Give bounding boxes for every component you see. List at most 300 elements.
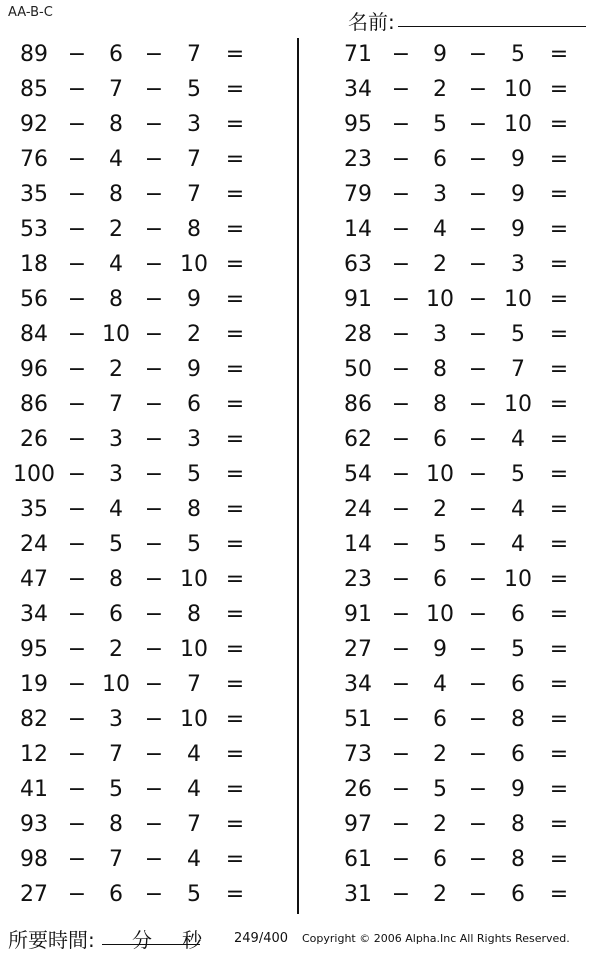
first-number: 27 xyxy=(20,882,48,907)
first-number: 91 xyxy=(344,287,372,312)
equals-sign: = xyxy=(225,182,245,207)
second-number: 2 xyxy=(433,252,447,277)
second-number: 5 xyxy=(433,777,447,802)
second-number: 8 xyxy=(109,112,123,137)
third-number: 5 xyxy=(187,462,201,487)
minus-sign: − xyxy=(391,357,411,382)
equals-sign: = xyxy=(549,637,569,662)
first-number: 19 xyxy=(20,672,48,697)
first-number: 14 xyxy=(344,532,372,557)
minus-sign: − xyxy=(468,602,488,627)
minus-sign: − xyxy=(144,392,164,417)
second-number: 10 xyxy=(102,672,130,697)
problem-row xyxy=(332,143,592,178)
second-number: 3 xyxy=(109,462,123,487)
minus-sign: − xyxy=(67,812,87,837)
second-number: 2 xyxy=(433,882,447,907)
second-number: 5 xyxy=(109,532,123,557)
problem-row xyxy=(332,738,592,773)
third-number: 3 xyxy=(511,252,525,277)
minus-sign: − xyxy=(144,672,164,697)
first-number: 91 xyxy=(344,602,372,627)
first-number: 26 xyxy=(20,427,48,452)
first-number: 73 xyxy=(344,742,372,767)
first-number: 96 xyxy=(20,357,48,382)
problem-row xyxy=(8,143,268,178)
minus-sign: − xyxy=(391,252,411,277)
third-number: 3 xyxy=(187,427,201,452)
first-number: 47 xyxy=(20,567,48,592)
third-number: 6 xyxy=(511,742,525,767)
name-blank-line xyxy=(398,26,586,27)
minus-sign: − xyxy=(468,392,488,417)
minus-sign: − xyxy=(468,707,488,732)
third-number: 4 xyxy=(187,742,201,767)
equals-sign: = xyxy=(549,777,569,802)
problem-row xyxy=(8,598,268,633)
minus-sign: − xyxy=(391,602,411,627)
minus-sign: − xyxy=(67,252,87,277)
first-number: 28 xyxy=(344,322,372,347)
second-number: 6 xyxy=(109,42,123,67)
minus-sign: − xyxy=(144,847,164,872)
page-number: 249/400 xyxy=(234,931,289,946)
equals-sign: = xyxy=(549,252,569,277)
minus-sign: − xyxy=(67,112,87,137)
second-number: 10 xyxy=(426,602,454,627)
first-number: 95 xyxy=(344,112,372,137)
minus-sign: − xyxy=(67,287,87,312)
second-number: 7 xyxy=(109,847,123,872)
equals-sign: = xyxy=(225,287,245,312)
first-number: 84 xyxy=(20,322,48,347)
minus-sign: − xyxy=(468,532,488,557)
third-number: 3 xyxy=(187,112,201,137)
first-number: 95 xyxy=(20,637,48,662)
minus-sign: − xyxy=(67,42,87,67)
minus-sign: − xyxy=(391,812,411,837)
third-number: 10 xyxy=(504,392,532,417)
equals-sign: = xyxy=(225,532,245,557)
equals-sign: = xyxy=(549,217,569,242)
problem-row xyxy=(8,563,268,598)
second-number: 8 xyxy=(109,287,123,312)
minus-sign: − xyxy=(67,637,87,662)
first-number: 35 xyxy=(20,497,48,522)
minus-sign: − xyxy=(144,742,164,767)
minus-sign: − xyxy=(391,637,411,662)
problem-row xyxy=(332,283,592,318)
problem-row xyxy=(8,878,268,913)
second-number: 3 xyxy=(433,182,447,207)
problem-row xyxy=(8,808,268,843)
equals-sign: = xyxy=(225,427,245,452)
first-number: 89 xyxy=(20,42,48,67)
first-number: 92 xyxy=(20,112,48,137)
minus-sign: − xyxy=(67,427,87,452)
first-number: 100 xyxy=(13,462,55,487)
first-number: 63 xyxy=(344,252,372,277)
minus-sign: − xyxy=(391,532,411,557)
minus-sign: − xyxy=(468,427,488,452)
third-number: 10 xyxy=(180,567,208,592)
minus-sign: − xyxy=(67,462,87,487)
minus-sign: − xyxy=(468,777,488,802)
left-problem-column xyxy=(8,38,268,913)
minus-sign: − xyxy=(391,392,411,417)
equals-sign: = xyxy=(225,707,245,732)
minus-sign: − xyxy=(391,427,411,452)
first-number: 98 xyxy=(20,847,48,872)
equals-sign: = xyxy=(225,742,245,767)
problem-row xyxy=(332,38,592,73)
third-number: 10 xyxy=(504,77,532,102)
second-number: 5 xyxy=(433,112,447,137)
minus-sign: − xyxy=(468,812,488,837)
first-number: 23 xyxy=(344,567,372,592)
problem-row xyxy=(8,843,268,878)
second-number: 6 xyxy=(433,147,447,172)
equals-sign: = xyxy=(225,637,245,662)
equals-sign: = xyxy=(549,707,569,732)
problem-row xyxy=(8,283,268,318)
third-number: 7 xyxy=(511,357,525,382)
third-number: 4 xyxy=(511,532,525,557)
minus-sign: − xyxy=(468,847,488,872)
second-number: 2 xyxy=(433,497,447,522)
equals-sign: = xyxy=(225,812,245,837)
problem-row xyxy=(332,528,592,563)
equals-sign: = xyxy=(549,742,569,767)
seconds-label: 秒 xyxy=(182,928,202,952)
second-number: 3 xyxy=(109,707,123,732)
first-number: 61 xyxy=(344,847,372,872)
third-number: 10 xyxy=(504,287,532,312)
minus-sign: − xyxy=(67,392,87,417)
second-number: 4 xyxy=(109,252,123,277)
problem-row xyxy=(332,633,592,668)
first-number: 51 xyxy=(344,707,372,732)
minutes-label: 分 xyxy=(132,928,152,952)
second-number: 2 xyxy=(433,812,447,837)
third-number: 10 xyxy=(504,567,532,592)
minus-sign: − xyxy=(67,742,87,767)
minus-sign: − xyxy=(391,182,411,207)
third-number: 5 xyxy=(511,462,525,487)
first-number: 24 xyxy=(344,497,372,522)
second-number: 5 xyxy=(109,777,123,802)
problem-row xyxy=(8,703,268,738)
equals-sign: = xyxy=(549,112,569,137)
third-number: 10 xyxy=(180,252,208,277)
equals-sign: = xyxy=(225,462,245,487)
first-number: 50 xyxy=(344,357,372,382)
minus-sign: − xyxy=(144,182,164,207)
third-number: 7 xyxy=(187,42,201,67)
second-number: 6 xyxy=(433,707,447,732)
minus-sign: − xyxy=(391,217,411,242)
problem-row xyxy=(332,458,592,493)
first-number: 35 xyxy=(20,182,48,207)
minus-sign: − xyxy=(468,742,488,767)
minus-sign: − xyxy=(144,357,164,382)
second-number: 2 xyxy=(109,357,123,382)
equals-sign: = xyxy=(225,322,245,347)
problem-row xyxy=(8,738,268,773)
third-number: 5 xyxy=(187,77,201,102)
minus-sign: − xyxy=(391,112,411,137)
first-number: 71 xyxy=(344,42,372,67)
first-number: 79 xyxy=(344,182,372,207)
problem-row xyxy=(8,633,268,668)
second-number: 3 xyxy=(109,427,123,452)
equals-sign: = xyxy=(225,392,245,417)
problem-row xyxy=(332,213,592,248)
minus-sign: − xyxy=(67,77,87,102)
equals-sign: = xyxy=(225,602,245,627)
second-number: 3 xyxy=(433,322,447,347)
second-number: 7 xyxy=(109,742,123,767)
second-number: 2 xyxy=(433,742,447,767)
second-number: 8 xyxy=(433,357,447,382)
problem-row xyxy=(332,773,592,808)
minus-sign: − xyxy=(468,322,488,347)
first-number: 24 xyxy=(20,532,48,557)
problem-row xyxy=(332,423,592,458)
second-number: 4 xyxy=(109,147,123,172)
first-number: 86 xyxy=(344,392,372,417)
third-number: 7 xyxy=(187,812,201,837)
third-number: 7 xyxy=(187,672,201,697)
minus-sign: − xyxy=(67,847,87,872)
second-number: 8 xyxy=(109,567,123,592)
problem-row xyxy=(332,73,592,108)
equals-sign: = xyxy=(225,882,245,907)
third-number: 7 xyxy=(187,182,201,207)
equals-sign: = xyxy=(549,497,569,522)
problem-row xyxy=(332,248,592,283)
first-number: 34 xyxy=(20,602,48,627)
problem-row xyxy=(8,73,268,108)
minus-sign: − xyxy=(67,707,87,732)
first-number: 56 xyxy=(20,287,48,312)
third-number: 8 xyxy=(187,217,201,242)
equals-sign: = xyxy=(549,847,569,872)
right-problem-column xyxy=(332,38,592,913)
minus-sign: − xyxy=(391,497,411,522)
second-number: 6 xyxy=(109,882,123,907)
equals-sign: = xyxy=(549,287,569,312)
minus-sign: − xyxy=(468,567,488,592)
name-label: 名前: xyxy=(348,10,395,34)
third-number: 8 xyxy=(187,602,201,627)
problem-row xyxy=(332,318,592,353)
problem-row xyxy=(332,108,592,143)
minus-sign: − xyxy=(67,602,87,627)
first-number: 34 xyxy=(344,77,372,102)
minus-sign: − xyxy=(67,672,87,697)
first-number: 85 xyxy=(20,77,48,102)
minus-sign: − xyxy=(468,182,488,207)
first-number: 53 xyxy=(20,217,48,242)
second-number: 8 xyxy=(433,392,447,417)
equals-sign: = xyxy=(549,42,569,67)
equals-sign: = xyxy=(225,777,245,802)
third-number: 9 xyxy=(511,777,525,802)
minus-sign: − xyxy=(144,42,164,67)
minus-sign: − xyxy=(144,147,164,172)
minus-sign: − xyxy=(144,707,164,732)
minus-sign: − xyxy=(67,532,87,557)
second-number: 9 xyxy=(433,637,447,662)
third-number: 9 xyxy=(187,357,201,382)
problem-row xyxy=(8,108,268,143)
second-number: 8 xyxy=(109,812,123,837)
equals-sign: = xyxy=(225,77,245,102)
minus-sign: − xyxy=(144,497,164,522)
minus-sign: − xyxy=(468,882,488,907)
first-number: 23 xyxy=(344,147,372,172)
equals-sign: = xyxy=(549,812,569,837)
minus-sign: − xyxy=(468,77,488,102)
minus-sign: − xyxy=(144,112,164,137)
minus-sign: − xyxy=(67,322,87,347)
problem-row xyxy=(332,388,592,423)
second-number: 4 xyxy=(433,217,447,242)
equals-sign: = xyxy=(549,427,569,452)
problem-row xyxy=(8,318,268,353)
first-number: 31 xyxy=(344,882,372,907)
problem-row xyxy=(8,178,268,213)
first-number: 18 xyxy=(20,252,48,277)
problem-row xyxy=(332,878,592,913)
equals-sign: = xyxy=(549,462,569,487)
equals-sign: = xyxy=(225,112,245,137)
third-number: 2 xyxy=(187,322,201,347)
first-number: 54 xyxy=(344,462,372,487)
minus-sign: − xyxy=(144,427,164,452)
third-number: 9 xyxy=(511,217,525,242)
minus-sign: − xyxy=(144,287,164,312)
minus-sign: − xyxy=(67,357,87,382)
copyright: Copyright © 2006 Alpha.Inc All Rights Reserved. xyxy=(302,932,570,945)
first-number: 41 xyxy=(20,777,48,802)
second-number: 10 xyxy=(426,287,454,312)
problem-row xyxy=(332,563,592,598)
equals-sign: = xyxy=(225,847,245,872)
problem-row xyxy=(8,353,268,388)
equals-sign: = xyxy=(549,882,569,907)
third-number: 10 xyxy=(504,112,532,137)
minus-sign: − xyxy=(144,812,164,837)
minus-sign: − xyxy=(67,882,87,907)
problem-row xyxy=(8,213,268,248)
first-number: 82 xyxy=(20,707,48,732)
minus-sign: − xyxy=(144,637,164,662)
third-number: 8 xyxy=(511,847,525,872)
column-divider xyxy=(297,38,299,914)
problem-row xyxy=(8,773,268,808)
minus-sign: − xyxy=(468,497,488,522)
minus-sign: − xyxy=(144,567,164,592)
equals-sign: = xyxy=(549,357,569,382)
minus-sign: − xyxy=(468,147,488,172)
minus-sign: − xyxy=(67,567,87,592)
minus-sign: − xyxy=(67,182,87,207)
first-number: 34 xyxy=(344,672,372,697)
third-number: 8 xyxy=(511,812,525,837)
time-taken-label: 所要時間: xyxy=(8,928,95,952)
equals-sign: = xyxy=(225,252,245,277)
minus-sign: − xyxy=(468,462,488,487)
equals-sign: = xyxy=(225,147,245,172)
problem-row xyxy=(332,668,592,703)
equals-sign: = xyxy=(549,602,569,627)
third-number: 9 xyxy=(511,147,525,172)
minus-sign: − xyxy=(391,777,411,802)
first-number: 62 xyxy=(344,427,372,452)
minus-sign: − xyxy=(391,847,411,872)
third-number: 4 xyxy=(187,777,201,802)
third-number: 9 xyxy=(511,182,525,207)
second-number: 6 xyxy=(109,602,123,627)
equals-sign: = xyxy=(225,497,245,522)
problem-row xyxy=(332,598,592,633)
equals-sign: = xyxy=(225,357,245,382)
minus-sign: − xyxy=(144,322,164,347)
minus-sign: − xyxy=(468,287,488,312)
minus-sign: − xyxy=(391,672,411,697)
minus-sign: − xyxy=(468,217,488,242)
minus-sign: − xyxy=(391,462,411,487)
minus-sign: − xyxy=(468,112,488,137)
second-number: 4 xyxy=(433,672,447,697)
equals-sign: = xyxy=(225,217,245,242)
minus-sign: − xyxy=(468,42,488,67)
third-number: 8 xyxy=(187,497,201,522)
problem-row xyxy=(8,528,268,563)
equals-sign: = xyxy=(225,567,245,592)
third-number: 5 xyxy=(187,882,201,907)
minus-sign: − xyxy=(391,287,411,312)
first-number: 27 xyxy=(344,637,372,662)
minus-sign: − xyxy=(391,42,411,67)
problem-row xyxy=(332,493,592,528)
second-number: 2 xyxy=(109,637,123,662)
equals-sign: = xyxy=(549,182,569,207)
first-number: 26 xyxy=(344,777,372,802)
first-number: 12 xyxy=(20,742,48,767)
second-number: 6 xyxy=(433,847,447,872)
second-number: 6 xyxy=(433,567,447,592)
third-number: 8 xyxy=(511,707,525,732)
first-number: 93 xyxy=(20,812,48,837)
second-number: 8 xyxy=(109,182,123,207)
equals-sign: = xyxy=(549,77,569,102)
equals-sign: = xyxy=(549,532,569,557)
first-number: 97 xyxy=(344,812,372,837)
equals-sign: = xyxy=(549,322,569,347)
problem-row xyxy=(332,703,592,738)
minus-sign: − xyxy=(468,357,488,382)
problem-row xyxy=(8,493,268,528)
second-number: 9 xyxy=(433,42,447,67)
third-number: 10 xyxy=(180,707,208,732)
second-number: 2 xyxy=(109,217,123,242)
equals-sign: = xyxy=(549,567,569,592)
worksheet-code: AA-B-C xyxy=(8,5,53,20)
third-number: 5 xyxy=(511,322,525,347)
